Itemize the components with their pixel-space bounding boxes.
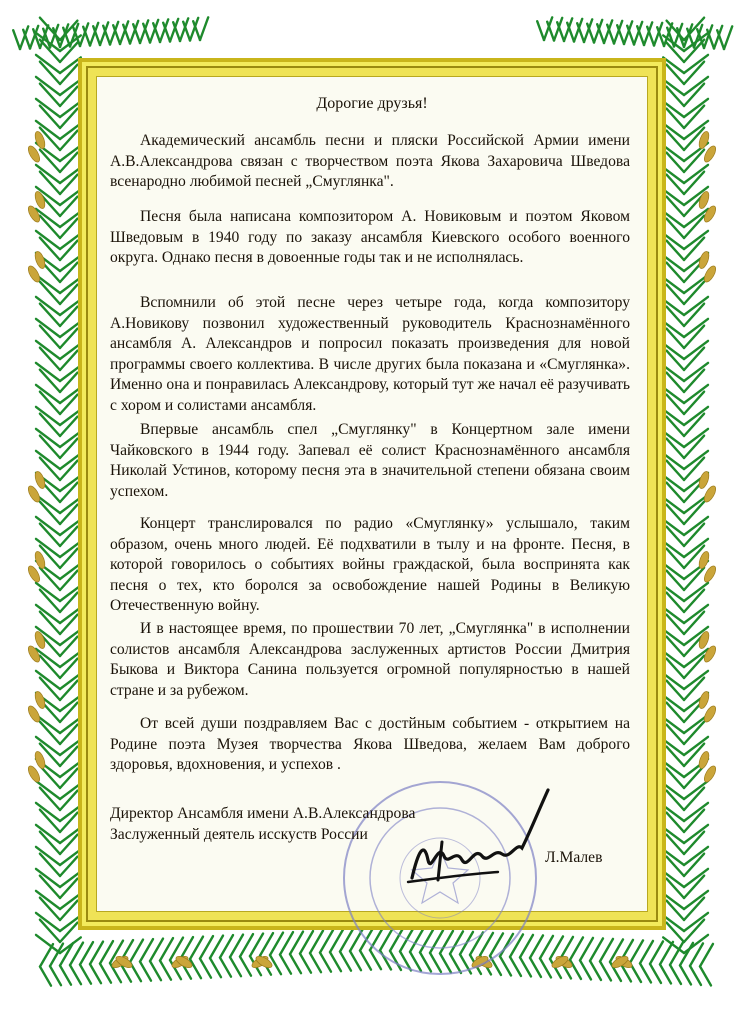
paragraph-1: Академический ансамбль песни и пляски Российской Армии имени А.В.Александрова связан с творчеством поэта Якова Захаровича Шведова всенародно любимой песней „Смуглянка". xyxy=(110,132,630,190)
paragraph-3: Вспомнили об этой песне через четыре года, когда композитору А.Новикову позвонил художественный руководитель Краснознамённого ансамбля А. Александров и попросил показать произведения для новой программы своего коллектива. В числе других была показана и «Смуглянка». Именно она и понравилась Александрову, который тут же начал её разучивать с хором и солистами ансамбля. xyxy=(110,294,631,414)
paragraph-7: От всей души поздравляем Вас с достйным событием - открытием на Родине поэта Музея творчества Якова Шведова, желаем Вам доброго здоровья, вдохновения, и успехов . xyxy=(110,715,630,773)
signature-name: Л.Малев xyxy=(545,849,603,866)
letter-title: Дорогие друзья! xyxy=(316,95,428,112)
signature-honor: Заслуженный деятель исскуств России xyxy=(110,826,368,843)
paragraph-2: Песня была написана композитором А. Новиковым и поэтом Яковом Шведовым в 1940 году по заказу ансамбля Киевского особого военного округа. Однако песня в довоенные годы так и не исполнялась. xyxy=(110,208,630,266)
signature-position: Директор Ансамбля имени А.В.Александрова xyxy=(110,805,416,822)
paragraph-6: И в настоящее время, по прошествии 70 лет, „Смуглянка" в исполнении солистов ансамбля Александрова заслуженных артистов России Дмитрия Быкова и Виктора Санина пользуется огромной популярностью в нашей стране и за рубежом. xyxy=(110,620,630,699)
paragraph-4: Впервые ансамбль спел „Смуглянку" в Концертном зале имени Чайковского в 1944 году. Запевал её солист Краснознамённого ансамбля Николай Устинов, которому песня эта в значительной степени обязана своим успехом. xyxy=(110,421,630,500)
paragraph-5: Концерт транслировался по радио «Смуглянку» услышало, таким образом, очень много людей. Её подхватили в тылу и на фронте. Песня, в которой говорилось о событиях войны граждаской, была воспринята как песня о тех, кто боролся за освобождение нашей Родины в Великую Отечественную войну. xyxy=(110,515,630,614)
handwritten-signature xyxy=(398,782,558,892)
